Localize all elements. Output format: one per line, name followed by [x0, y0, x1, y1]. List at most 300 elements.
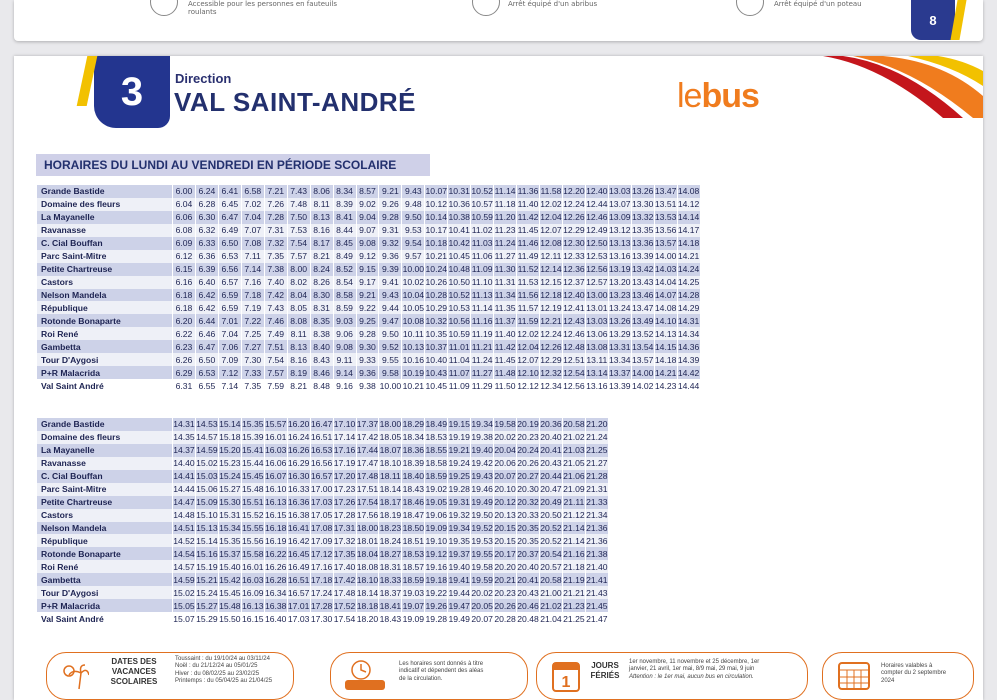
table-row — [37, 496, 609, 509]
departure-time: 13.57 — [631, 354, 654, 365]
departure-time: 12.48 — [563, 341, 585, 352]
departure-time: 7.31 — [265, 224, 288, 237]
departure-time: 17.23 — [333, 484, 356, 495]
departure-time: 9.11 — [334, 353, 357, 366]
departure-time: 16.57 — [310, 471, 333, 482]
departure-time: 6.55 — [196, 379, 219, 392]
departure-time: 16.07 — [264, 471, 287, 482]
departure-time: 11.24 — [471, 354, 493, 365]
departure-time: 14.21 — [677, 251, 700, 262]
departure-time: 19.52 — [471, 522, 493, 533]
wheelchair-icon — [150, 0, 178, 16]
departure-time: 7.07 — [242, 224, 265, 237]
departure-time: 16.42 — [287, 535, 310, 546]
departure-time: 13.26 — [609, 315, 631, 326]
departure-time: 21.33 — [586, 497, 608, 508]
departure-time: 9.31 — [379, 224, 402, 237]
departure-time: 15.27 — [219, 484, 241, 495]
departure-time: 6.59 — [219, 301, 242, 314]
departure-time: 7.50 — [288, 211, 311, 224]
departure-time: 10.53 — [448, 302, 470, 313]
departure-time: 6.46 — [196, 327, 219, 340]
departure-time: 16.09 — [242, 587, 264, 598]
departure-time: 13.26 — [631, 186, 654, 197]
departure-time: 10.45 — [425, 380, 448, 391]
departure-time: 11.45 — [494, 354, 516, 365]
departure-time: 15.52 — [242, 510, 264, 521]
departure-time: 18.53 — [402, 548, 425, 559]
timetable-morning — [37, 185, 701, 392]
departure-time: 17.48 — [356, 471, 379, 482]
table-row — [37, 198, 701, 211]
table-row — [37, 444, 609, 457]
departure-time: 7.53 — [288, 224, 311, 237]
departure-time: 13.14 — [586, 367, 608, 378]
departure-time: 21.47 — [586, 613, 608, 624]
departure-time: 9.48 — [402, 198, 425, 211]
legend-pole-text: Arrêt équipé d'un poteau — [774, 0, 862, 8]
departure-time: 20.27 — [517, 471, 539, 482]
departure-time: 13.19 — [609, 264, 631, 275]
table-row — [37, 327, 701, 340]
departure-time: 12.40 — [563, 289, 585, 300]
departure-time: 14.48 — [173, 510, 195, 521]
departure-time: 14.18 — [677, 238, 700, 249]
departure-time: 10.19 — [402, 367, 425, 378]
departure-time: 7.46 — [265, 314, 288, 327]
departure-time: 20.58 — [540, 574, 562, 585]
stop-name: P+R Malacrida — [37, 599, 173, 612]
vacances-dates — [175, 656, 290, 686]
departure-time: 8.58 — [334, 289, 357, 302]
departure-time: 13.08 — [586, 341, 608, 352]
departure-time: 14.23 — [654, 380, 677, 391]
departure-time: 17.42 — [333, 574, 356, 585]
departure-time: 18.55 — [425, 445, 448, 456]
departure-time: 15.14 — [219, 419, 241, 430]
departure-time: 12.37 — [563, 277, 585, 288]
page-number: 8 — [911, 0, 955, 40]
table-row — [37, 185, 701, 198]
departure-time: 12.15 — [540, 277, 562, 288]
departure-time: 14.00 — [654, 251, 677, 262]
departure-time: 20.47 — [540, 484, 562, 495]
departure-time: 6.18 — [173, 289, 196, 302]
direction-name: VAL SAINT-ANDRÉ — [174, 87, 416, 117]
departure-time: 13.06 — [586, 328, 608, 339]
departure-time: 9.16 — [334, 379, 357, 392]
stop-name: Parc Saint-Mitre — [37, 250, 173, 263]
departure-time: 16.13 — [242, 600, 264, 611]
departure-time: 18.43 — [402, 484, 425, 495]
departure-time: 17.20 — [333, 471, 356, 482]
departure-time: 18.23 — [379, 522, 402, 533]
departure-time: 19.59 — [471, 574, 493, 585]
departure-time: 6.40 — [196, 276, 219, 289]
stop-name: Rotonde Bonaparte — [37, 547, 173, 560]
feries-line: 1er novembre, 11 novembre et 25 décembre, 1er — [629, 659, 760, 665]
departure-time: 8.05 — [288, 301, 311, 314]
departure-time: 19.19 — [448, 432, 470, 443]
legend-shelter-text: Arrêt équipé d'un abribus — [508, 0, 598, 8]
departure-time: 20.28 — [494, 613, 516, 624]
stop-name: Domaine des fleurs — [37, 431, 173, 444]
departure-time: 12.30 — [563, 238, 585, 249]
departure-time: 8.57 — [357, 185, 380, 198]
departure-time: 6.50 — [196, 353, 219, 366]
departure-time: 8.02 — [288, 276, 311, 289]
departure-time: 21.40 — [586, 561, 608, 572]
departure-time: 10.05 — [402, 302, 425, 313]
departure-time: 13.54 — [631, 341, 654, 352]
departure-time: 20.35 — [517, 535, 539, 546]
departure-time: 12.02 — [517, 328, 539, 339]
departure-time: 8.35 — [311, 314, 334, 327]
departure-time: 17.35 — [333, 548, 356, 559]
departure-time: 14.03 — [654, 264, 677, 275]
table-row — [37, 470, 609, 483]
table-row — [37, 418, 609, 431]
departure-time: 18.34 — [402, 432, 425, 443]
departure-time: 18.05 — [379, 432, 402, 443]
departure-time: 13.47 — [631, 302, 654, 313]
departure-time: 11.24 — [494, 238, 516, 249]
departure-time: 15.57 — [264, 419, 287, 430]
departure-time: 21.02 — [540, 600, 562, 611]
departure-time: 11.35 — [494, 302, 516, 313]
departure-time: 20.33 — [517, 510, 539, 521]
departure-time: 10.00 — [402, 264, 425, 275]
departure-time: 20.10 — [494, 484, 516, 495]
departure-time: 13.11 — [586, 354, 608, 365]
departure-time: 16.03 — [242, 574, 264, 585]
departure-time: 17.10 — [333, 419, 356, 430]
line-number: 3 — [120, 69, 144, 114]
departure-time: 10.17 — [425, 225, 448, 236]
departure-time: 15.07 — [173, 613, 195, 624]
departure-time: 11.50 — [494, 380, 516, 391]
departure-time: 11.58 — [540, 186, 562, 197]
departure-time: 7.12 — [219, 366, 242, 379]
departure-time: 10.48 — [448, 264, 470, 275]
departure-time: 15.48 — [219, 600, 241, 611]
departure-time: 17.32 — [333, 535, 356, 546]
departure-time: 11.57 — [517, 302, 539, 313]
departure-time: 21.41 — [586, 574, 608, 585]
departure-time: 14.17 — [677, 225, 700, 236]
departure-time: 18.19 — [379, 510, 402, 521]
departure-time: 8.24 — [311, 263, 334, 276]
departure-time: 14.28 — [677, 289, 700, 300]
stop-name: République — [37, 301, 173, 314]
departure-time: 18.18 — [356, 600, 379, 611]
departure-time: 14.31 — [677, 315, 700, 326]
table-row — [37, 534, 609, 547]
departure-time: 11.04 — [448, 354, 470, 365]
departure-time: 10.00 — [379, 380, 402, 391]
departure-time: 18.29 — [402, 419, 425, 430]
departure-time: 9.36 — [357, 366, 380, 379]
departure-time: 19.26 — [425, 600, 448, 611]
indicatif-text — [399, 661, 519, 683]
departure-time: 14.15 — [654, 341, 677, 352]
departure-time: 17.47 — [356, 458, 379, 469]
departure-time: 9.44 — [379, 301, 402, 314]
departure-time: 10.12 — [425, 199, 448, 210]
departure-time: 7.22 — [242, 314, 265, 327]
departure-time: 7.28 — [265, 211, 288, 224]
departure-time: 14.31 — [173, 419, 195, 430]
departure-time: 6.29 — [173, 366, 196, 379]
departure-time: 10.37 — [425, 341, 448, 352]
departure-time: 21.06 — [563, 471, 585, 482]
departure-time: 13.00 — [586, 289, 608, 300]
departure-time: 18.10 — [379, 458, 402, 469]
departure-time: 9.33 — [357, 353, 380, 366]
departure-time: 18.40 — [402, 471, 425, 482]
departure-time: 12.21 — [540, 315, 562, 326]
departure-time: 13.57 — [654, 238, 677, 249]
table-row — [37, 263, 701, 276]
departure-time: 15.45 — [242, 471, 264, 482]
departure-time: 7.04 — [242, 211, 265, 224]
departure-time: 13.09 — [609, 212, 631, 223]
departure-time: 20.40 — [540, 432, 562, 443]
departure-time: 13.16 — [586, 380, 608, 391]
departure-time: 14.59 — [173, 574, 195, 585]
table-row — [37, 301, 701, 314]
departure-time: 10.07 — [425, 186, 448, 197]
departure-time: 7.27 — [242, 340, 265, 353]
stop-name: Val Saint André — [37, 379, 173, 392]
departure-time: 10.42 — [448, 238, 470, 249]
departure-time: 17.26 — [333, 497, 356, 508]
departure-time: 13.51 — [654, 199, 677, 210]
departure-time: 6.33 — [196, 237, 219, 250]
departure-time: 15.35 — [242, 419, 264, 430]
departure-time: 21.12 — [563, 510, 585, 521]
departure-time: 6.58 — [242, 185, 265, 198]
departure-time: 19.55 — [471, 548, 493, 559]
departure-time: 11.02 — [471, 225, 493, 236]
departure-time: 18.46 — [402, 497, 425, 508]
departure-time: 9.22 — [357, 301, 380, 314]
stop-name: Tour D'Aygosi — [37, 586, 173, 599]
departure-time: 6.42 — [196, 289, 219, 302]
departure-time: 11.48 — [494, 367, 516, 378]
departure-time: 7.35 — [242, 379, 265, 392]
departure-time: 13.31 — [609, 341, 631, 352]
departure-time: 9.15 — [357, 263, 380, 276]
feries-title: JOURS FÉRIÉS — [590, 661, 620, 680]
departure-time: 21.43 — [586, 587, 608, 598]
departure-time: 15.55 — [242, 522, 264, 533]
departure-time: 6.45 — [219, 198, 242, 211]
validity-text — [881, 663, 965, 685]
departure-time: 9.58 — [379, 366, 402, 379]
departure-time: 7.32 — [265, 237, 288, 250]
departure-time: 20.26 — [517, 458, 539, 469]
departure-time: 16.36 — [287, 497, 310, 508]
departure-time: 19.42 — [471, 458, 493, 469]
departure-time: 16.38 — [264, 600, 287, 611]
departure-time: 18.00 — [379, 419, 402, 430]
departure-time: 7.54 — [288, 237, 311, 250]
stop-name: C. Cial Bouffan — [37, 470, 173, 483]
departure-time: 16.15 — [242, 613, 264, 624]
departure-time: 16.26 — [264, 561, 287, 572]
departure-time: 10.21 — [402, 380, 425, 391]
departure-time: 8.21 — [288, 379, 311, 392]
departure-time: 18.36 — [402, 445, 425, 456]
departure-time: 10.40 — [425, 354, 448, 365]
departure-time: 15.09 — [196, 497, 218, 508]
palm-tree-icon — [59, 661, 89, 691]
departure-time: 8.30 — [311, 289, 334, 302]
departure-time: 14.47 — [173, 497, 195, 508]
departure-time: 19.02 — [425, 484, 448, 495]
departure-time: 6.08 — [173, 224, 196, 237]
departure-time: 9.53 — [402, 224, 425, 237]
departure-time: 14.12 — [677, 199, 700, 210]
departure-time: 12.11 — [540, 251, 562, 262]
departure-time: 6.24 — [196, 185, 219, 198]
departure-time: 9.28 — [357, 327, 380, 340]
departure-time: 10.57 — [471, 199, 493, 210]
departure-time: 8.13 — [311, 211, 334, 224]
departure-time: 20.24 — [517, 445, 539, 456]
departure-time: 11.56 — [517, 289, 539, 300]
departure-time: 6.04 — [173, 198, 196, 211]
departure-time: 6.15 — [173, 263, 196, 276]
departure-time: 19.24 — [448, 458, 470, 469]
departure-time: 13.37 — [609, 367, 631, 378]
departure-time: 10.29 — [425, 302, 448, 313]
departure-time: 16.47 — [310, 419, 333, 430]
departure-time: 18.41 — [379, 600, 402, 611]
departure-time: 16.29 — [287, 458, 310, 469]
table-row — [37, 276, 701, 289]
departure-time: 14.18 — [654, 354, 677, 365]
departure-time: 13.07 — [609, 199, 631, 210]
departure-time: 11.27 — [494, 251, 516, 262]
departure-time: 6.12 — [173, 250, 196, 263]
departure-time: 21.34 — [586, 510, 608, 521]
departure-time: 13.43 — [631, 277, 654, 288]
departure-time: 18.01 — [356, 535, 379, 546]
departure-time: 7.59 — [265, 379, 288, 392]
departure-time: 21.23 — [563, 600, 585, 611]
departure-time: 20.43 — [540, 458, 562, 469]
departure-time: 10.13 — [402, 341, 425, 352]
departure-time: 7.49 — [265, 327, 288, 340]
departure-time: 18.10 — [356, 574, 379, 585]
departure-time: 15.29 — [196, 613, 218, 624]
departure-time: 8.34 — [334, 185, 357, 198]
departure-time: 8.52 — [334, 263, 357, 276]
departure-time: 18.50 — [402, 522, 425, 533]
departure-time: 16.49 — [287, 561, 310, 572]
departure-time: 12.36 — [563, 264, 585, 275]
departure-time: 10.24 — [425, 264, 448, 275]
indicatif-line: Les horaires sont donnés à titre — [399, 661, 484, 667]
table-row — [37, 250, 701, 263]
departure-time: 6.09 — [173, 237, 196, 250]
departure-time: 6.06 — [173, 211, 196, 224]
bus-clock-icon — [341, 658, 391, 694]
departure-time: 9.17 — [357, 276, 380, 289]
departure-time: 17.16 — [333, 445, 356, 456]
departure-time: 12.43 — [563, 315, 585, 326]
departure-time: 12.04 — [517, 341, 539, 352]
departure-time: 14.44 — [677, 380, 700, 391]
departure-time: 10.16 — [402, 354, 425, 365]
departure-time: 16.20 — [287, 419, 310, 430]
departure-time: 19.44 — [448, 587, 470, 598]
table-row — [37, 573, 609, 586]
departure-time: 9.52 — [379, 340, 402, 353]
departure-time: 18.27 — [379, 548, 402, 559]
departure-time: 9.02 — [357, 198, 380, 211]
stop-name: Grande Bastide — [37, 418, 173, 431]
departure-time: 19.09 — [402, 613, 425, 624]
departure-time: 17.14 — [333, 432, 356, 443]
departure-time: 15.13 — [196, 522, 218, 533]
departure-time: 12.10 — [517, 367, 539, 378]
departure-time: 12.29 — [563, 225, 585, 236]
stop-name: Petite Chartreuse — [37, 263, 173, 276]
stop-name: Gambetta — [37, 573, 173, 586]
departure-time: 16.28 — [264, 574, 287, 585]
departure-time: 6.00 — [173, 185, 196, 198]
departure-time: 14.35 — [173, 432, 195, 443]
departure-time: 20.44 — [540, 471, 562, 482]
departure-time: 13.24 — [609, 302, 631, 313]
departure-time: 20.23 — [494, 587, 516, 598]
departure-time: 17.52 — [333, 600, 356, 611]
departure-time: 19.34 — [448, 522, 470, 533]
departure-time: 12.07 — [540, 225, 562, 236]
departure-time: 18.43 — [379, 613, 402, 624]
departure-time: 12.34 — [540, 380, 562, 391]
departure-time: 15.30 — [219, 497, 241, 508]
departure-time: 6.42 — [196, 301, 219, 314]
departure-time: 9.08 — [334, 340, 357, 353]
departure-time: 20.19 — [517, 419, 539, 430]
departure-time: 7.19 — [242, 301, 265, 314]
line-number-badge — [94, 56, 170, 128]
departure-time: 20.46 — [517, 600, 539, 611]
table-row — [37, 224, 701, 237]
departure-time: 20.06 — [494, 458, 516, 469]
departure-time: 19.47 — [448, 600, 470, 611]
departure-time: 12.24 — [563, 199, 585, 210]
departure-time: 11.45 — [517, 225, 539, 236]
departure-time: 6.26 — [173, 353, 196, 366]
departure-time: 14.41 — [173, 471, 195, 482]
departure-time: 20.35 — [517, 522, 539, 533]
departure-time: 14.42 — [677, 367, 700, 378]
validity-line: compter du 2 septembre — [881, 670, 947, 677]
departure-time: 17.54 — [333, 613, 356, 624]
departure-time: 21.18 — [563, 561, 585, 572]
departure-time: 11.52 — [517, 264, 539, 275]
departure-time: 21.25 — [563, 613, 585, 624]
departure-time: 8.17 — [311, 237, 334, 250]
table-row — [37, 366, 701, 379]
departure-time: 17.30 — [310, 613, 333, 624]
departure-time: 8.31 — [311, 301, 334, 314]
